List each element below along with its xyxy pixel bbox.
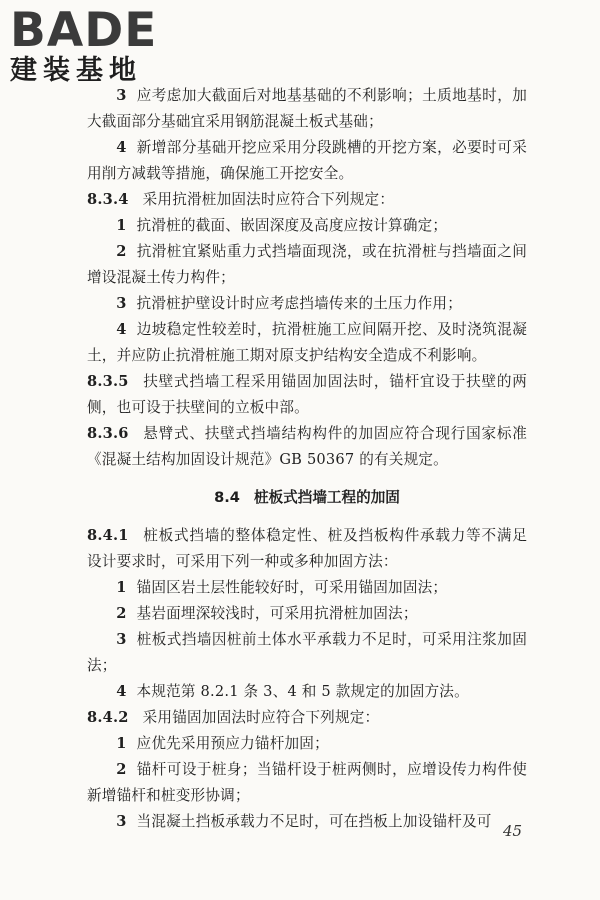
clause-8-3-6: 8.3.6 悬臂式、扶壁式挡墙结构构件的加固应符合现行国家标准《混凝土结构加固设计规范》GB 50367 的有关规定。 bbox=[87, 425, 527, 468]
bade-logo bbox=[10, 3, 175, 90]
item-2: 2 基岩面埋深较浅时，可采用抗滑桩加固法； bbox=[116, 605, 418, 622]
item-1: 1 应优先采用预应力锚杆加固； bbox=[116, 735, 329, 752]
logo-wordmark: BADE bbox=[10, 3, 158, 58]
item-3: 3 桩板式挡墙因桩前土体水平承载力不足时，可采用注浆加固法； bbox=[87, 631, 527, 674]
item-4: 4 新增部分基础开挖应采用分段跳槽的开挖方案，必要时可采用削方减载等措施，确保施工开挖安全。 bbox=[87, 139, 527, 182]
logo-subtitle: 建装基地 bbox=[10, 55, 142, 86]
clause-8-4-2: 8.4.2 采用锚固加固法时应符合下列规定： bbox=[87, 709, 380, 726]
clause-8-3-5: 8.3.5 扶壁式挡墙工程采用锚固加固法时，锚杆宜设于扶壁的两侧，也可设于扶壁间的立板中部。 bbox=[87, 373, 527, 416]
item-2: 2 锚杆可设于桩身；当锚杆设于桩两侧时，应增设传力构件使新增锚杆和桩变形协调； bbox=[87, 761, 527, 804]
section-heading: 8.4 桩板式挡墙工程的加固 bbox=[214, 489, 400, 506]
page-body bbox=[87, 83, 527, 835]
item-3: 3 当混凝土挡板承载力不足时，可在挡板上加设锚杆及可 bbox=[116, 813, 492, 830]
item-1: 1 抗滑桩的截面、嵌固深度及高度应按计算确定； bbox=[116, 217, 448, 234]
clause-8-3-4: 8.3.4 采用抗滑桩加固法时应符合下列规定： bbox=[87, 191, 395, 208]
item-3: 3 应考虑加大截面后对地基基础的不利影响；土质地基时，加大截面部分基础宜采用钢筋混凝土板式基础； bbox=[87, 87, 527, 130]
item-1: 1 锚固区岩土层性能较好时，可采用锚固加固法； bbox=[116, 579, 448, 596]
item-3: 3 抗滑桩护壁设计时应考虑挡墙传来的土压力作用； bbox=[116, 295, 463, 312]
item-4: 4 本规范第 8.2.1 条 3、4 和 5 款规定的加固方法。 bbox=[116, 683, 469, 700]
item-4: 4 边坡稳定性较差时，抗滑桩施工应间隔开挖、及时浇筑混凝土，并应防止抗滑桩施工期对原支护结构安全造成不利影响。 bbox=[87, 321, 527, 364]
clause-8-4-1: 8.4.1 桩板式挡墙的整体稳定性、桩及挡板构件承载力等不满足设计要求时，可采用下列一种或多种加固方法： bbox=[87, 527, 527, 570]
item-2: 2 抗滑桩宜紧贴重力式挡墙面现浇，或在抗滑桩与挡墙面之间增设混凝土传力构件； bbox=[87, 243, 527, 286]
page-number: 45 bbox=[503, 822, 523, 840]
